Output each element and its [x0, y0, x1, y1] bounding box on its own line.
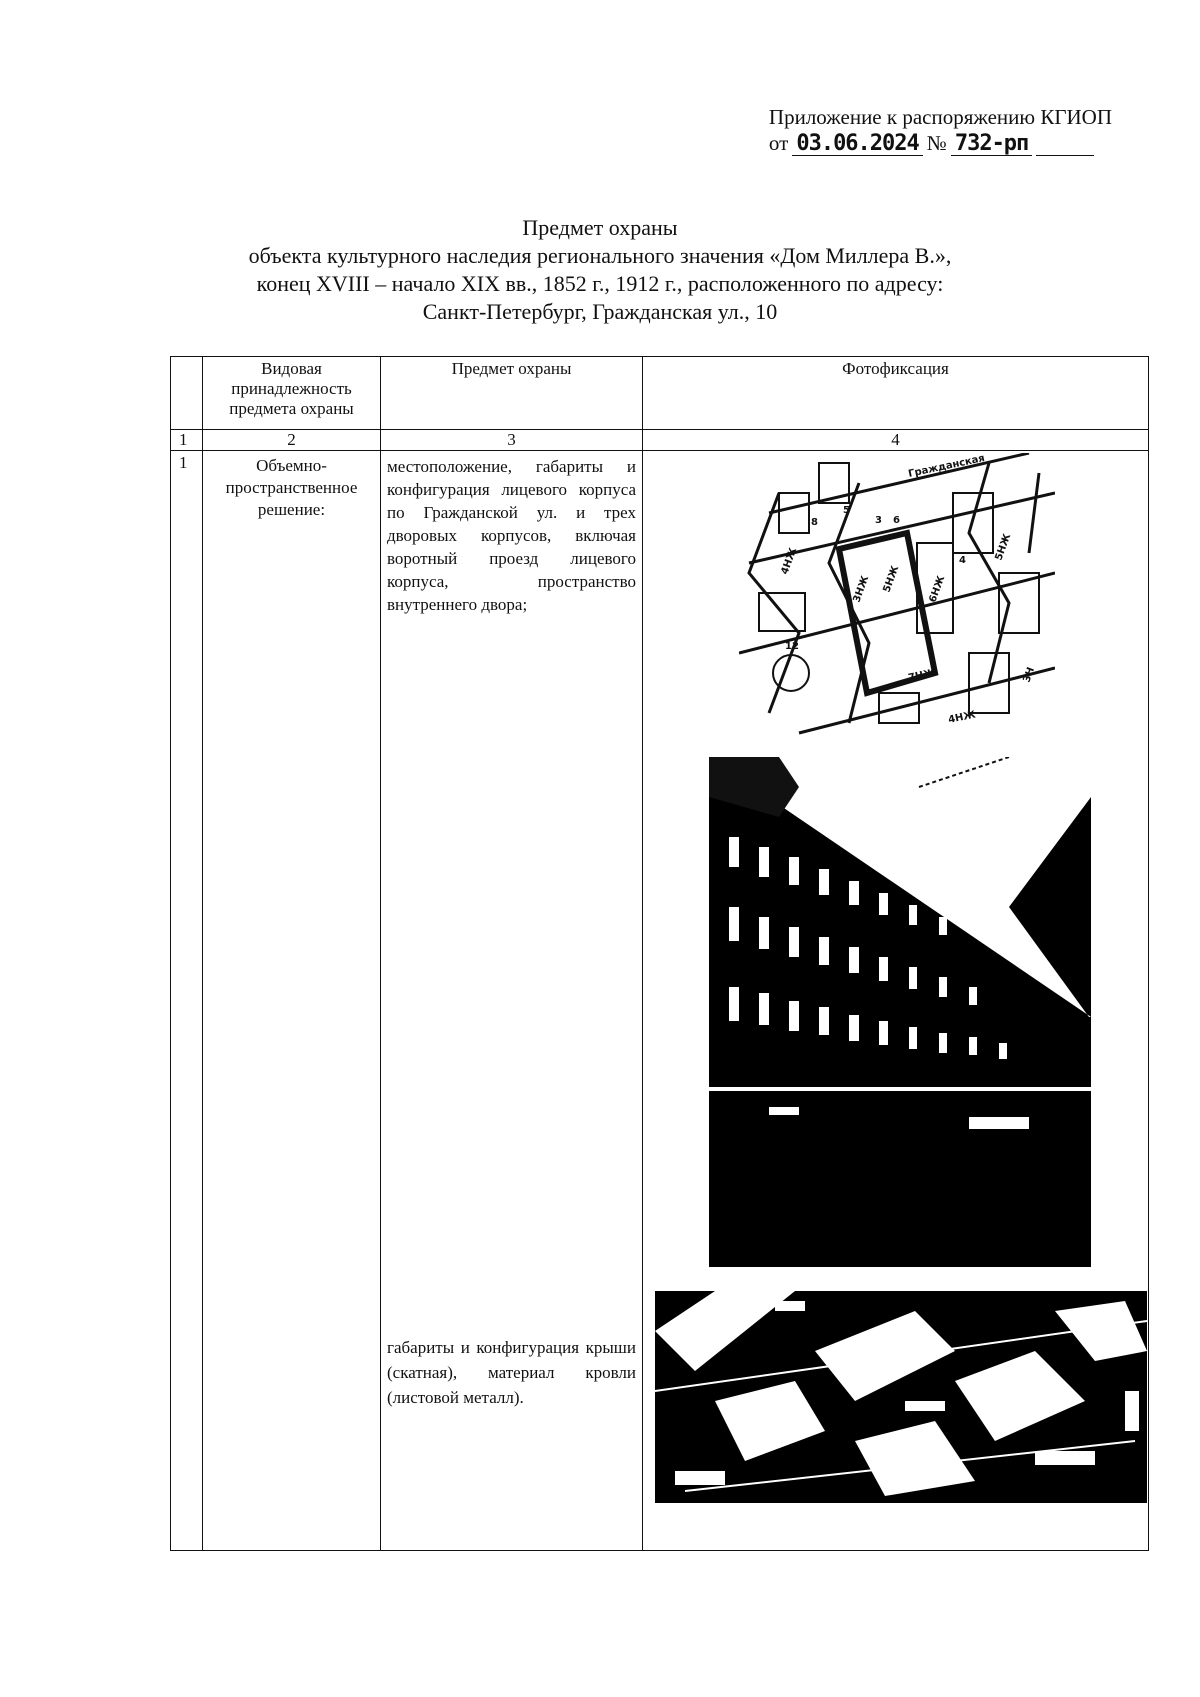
number-label: № — [926, 131, 947, 155]
number-row — [171, 430, 1149, 451]
map-label: 4НЖ — [947, 709, 977, 726]
row-type: Объемно-пространственное решение: — [203, 451, 381, 1551]
map-label: 5НЖ — [993, 532, 1014, 563]
site-plan-image — [739, 453, 1055, 735]
map-label: 5 — [843, 505, 850, 516]
title-line-4: Санкт-Петербург, Гражданская ул., 10 — [422, 299, 778, 324]
map-label: 7НЖ — [907, 667, 937, 684]
title-line-1: Предмет охраны — [522, 215, 678, 240]
num-2: 2 — [203, 430, 381, 451]
map-label: 4НЖ — [779, 546, 800, 577]
num-1: 1 — [171, 430, 203, 451]
protection-table — [170, 356, 1149, 1551]
subject-location: местоположение, габариты и конфигурация лицевого корпуса по Гражданской ул. и трех дворовых корпусов, включая воротный проезд лицевого корпуса, пространство внутреннего двора; — [387, 457, 636, 614]
subject-roof: габариты и конфигурация крыши (скатная), материал кровли (листовой металл). — [387, 1338, 636, 1407]
map-street-label: Гражданская — [907, 453, 986, 480]
facade-photo — [709, 757, 1091, 1267]
order-number: 732-рп — [951, 133, 1032, 156]
header-photo: Фотофиксация — [643, 357, 1149, 430]
map-label: 3Н — [1021, 665, 1038, 685]
num-3: 3 — [381, 430, 643, 451]
map-label: 12 — [785, 641, 799, 652]
from-label: от — [768, 131, 789, 155]
map-label: 8 — [811, 517, 818, 528]
map-label: 5НЖ — [881, 564, 902, 595]
header-row — [171, 357, 1149, 430]
document-title — [0, 214, 1200, 326]
map-label: 3НЖ — [851, 574, 872, 605]
row-subject — [381, 451, 643, 1551]
header-type: Видовая принадлежность предмета охраны — [203, 357, 381, 430]
map-label: 6НЖ — [927, 574, 948, 605]
order-date: 03.06.2024 — [792, 133, 922, 156]
underline — [1036, 135, 1094, 156]
map-label: 4 — [959, 555, 966, 566]
map-label: 6 — [893, 515, 900, 526]
header-index — [171, 357, 203, 430]
map-label: 3 — [875, 515, 882, 526]
roof-photo — [655, 1291, 1147, 1503]
title-line-2: объекта культурного наследия регионального значения «Дом Миллера В.», — [248, 243, 952, 268]
num-4: 4 — [643, 430, 1149, 451]
order-line — [769, 130, 1112, 156]
title-line-3: конец XVIII – начало XIX вв., 1852 г., 1912 г., расположенного по адресу: — [256, 271, 944, 296]
header-subject: Предмет охраны — [381, 357, 643, 430]
row-photos — [643, 451, 1149, 1551]
table-row — [171, 451, 1149, 1551]
appendix-line: Приложение к распоряжению КГИОП — [768, 105, 1112, 129]
appendix-header — [769, 104, 1112, 156]
row-index: 1 — [171, 451, 203, 1551]
